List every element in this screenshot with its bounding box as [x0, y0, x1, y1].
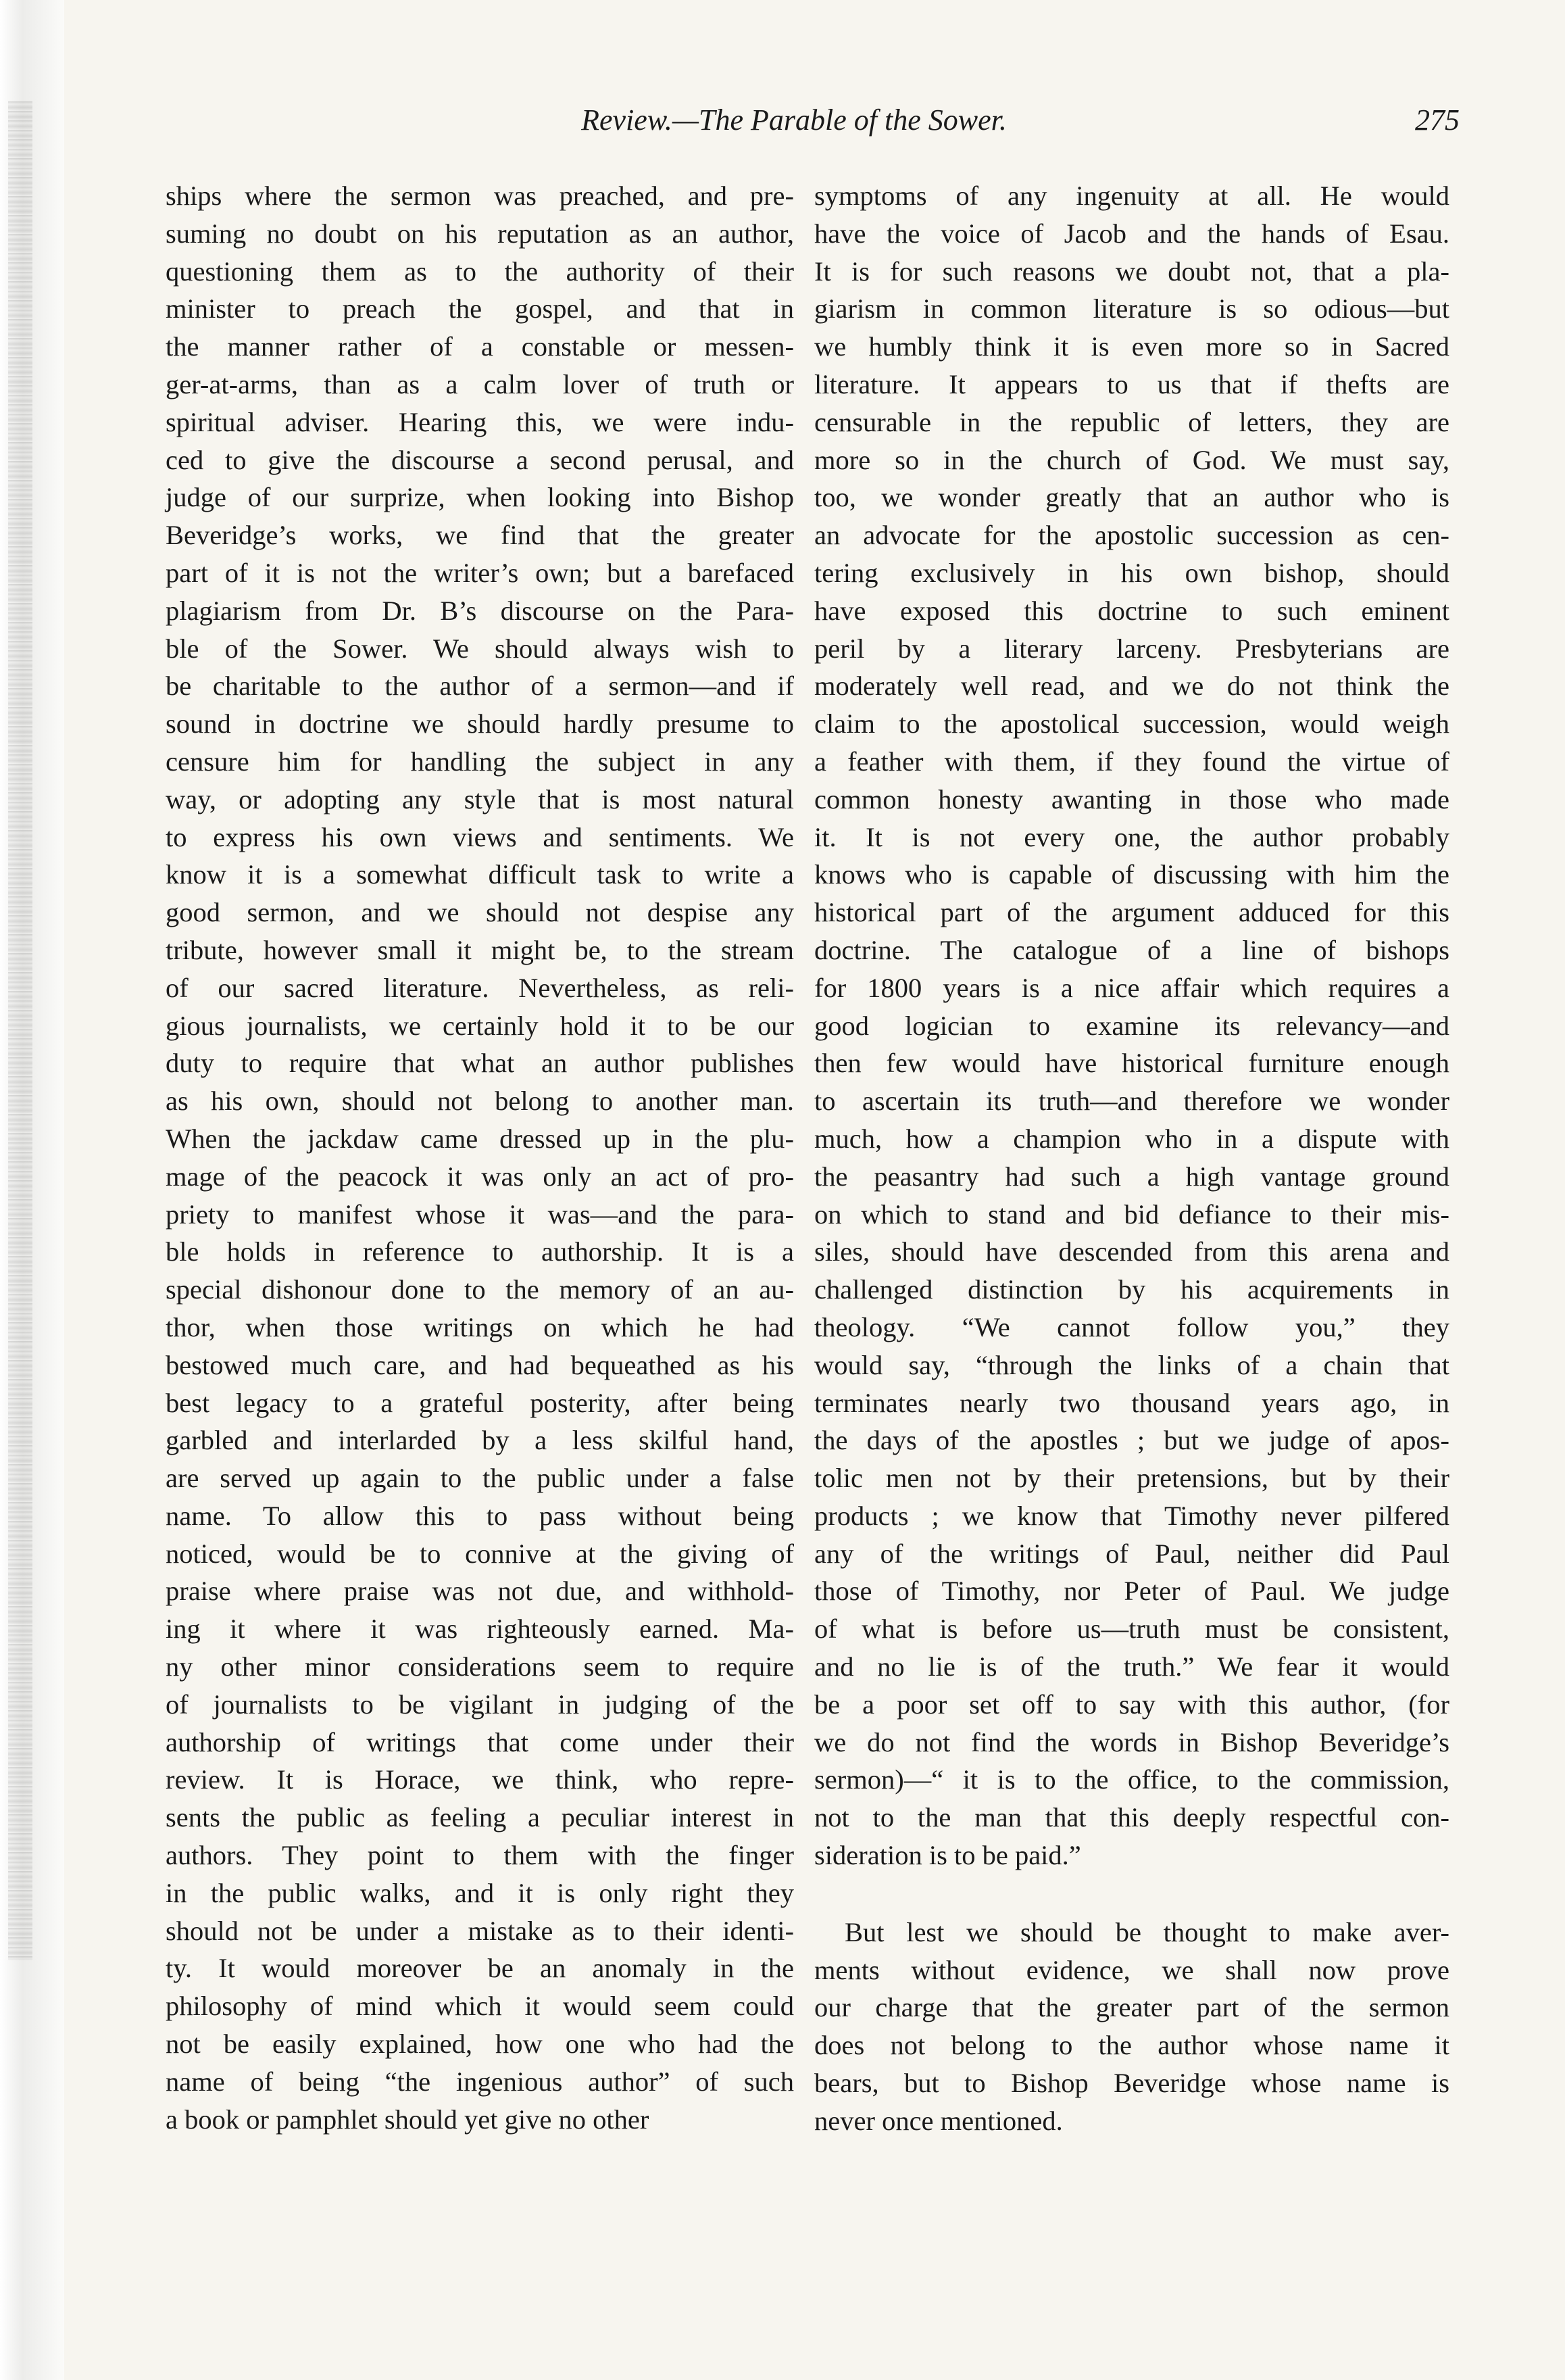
- text-line: minister to preach the gospel, and that in: [166, 293, 794, 324]
- text-line: terminates nearly two thousand years ago, in: [814, 1387, 1449, 1418]
- text-line: the days of the apostles ; but we judge of apos-: [814, 1425, 1449, 1456]
- text-line: gious journalists, we certainly hold it to be our: [166, 1010, 794, 1041]
- text-line: garbled and interlarded by a less skilful hand,: [166, 1425, 794, 1456]
- page-gutter-binding: [0, 0, 64, 2380]
- text-line: to ascertain its truth—and therefore we wonder: [814, 1086, 1449, 1117]
- text-line: way, or adopting any style that is most natural: [166, 783, 794, 815]
- text-line: to express his own views and sentiments. We: [166, 821, 794, 852]
- text-line: name. To allow this to pass without being: [166, 1500, 794, 1531]
- text-line: ny other minor considerations seem to require: [166, 1651, 794, 1682]
- text-line: authors. They point to them with the finger: [166, 1840, 794, 1871]
- text-line: duty to require that what an author publishes: [166, 1048, 794, 1079]
- text-line: mage of the peacock it was only an act of pro-: [166, 1161, 794, 1192]
- text-line: then few would have historical furniture enough: [814, 1048, 1449, 1079]
- text-line: plagiarism from Dr. B’s discourse on the Para-: [166, 595, 794, 626]
- text-line: name of being “the ingenious author” of such: [166, 2066, 794, 2097]
- text-line: does not belong to the author whose name it: [814, 2030, 1449, 2061]
- text-line: a book or pamphlet should yet give no other: [166, 2104, 649, 2135]
- text-line: part of it is not the writer’s own; but a barefaced: [166, 557, 794, 588]
- text-line: claim to the apostolical succession, would weigh: [814, 708, 1449, 739]
- text-line: special dishonour done to the memory of an au-: [166, 1274, 794, 1305]
- text-line: any of the writings of Paul, neither did Paul: [814, 1538, 1449, 1569]
- text-line: siles, should have descended from this arena and: [814, 1236, 1449, 1267]
- text-line: the peasantry had such a high vantage ground: [814, 1161, 1449, 1192]
- text-line: too, we wonder greatly that an author who is: [814, 482, 1449, 513]
- text-line: ced to give the discourse a second perusal, and: [166, 444, 794, 475]
- text-line: good sermon, and we should not despise any: [166, 897, 794, 928]
- text-line: in the public walks, and it is only right they: [166, 1877, 794, 1908]
- text-line: we do not find the words in Bishop Beveridge’s: [814, 1726, 1449, 1757]
- text-line: censurable in the republic of letters, they are: [814, 406, 1449, 437]
- text-line: review. It is Horace, we think, who repre-: [166, 1764, 794, 1795]
- text-line: doctrine. The catalogue of a line of bishops: [814, 934, 1449, 965]
- text-line: sents the public as feeling a peculiar interest in: [166, 1802, 794, 1833]
- text-line: ger-at-arms, than as a calm lover of truth or: [166, 368, 794, 399]
- text-line: know it is a somewhat difficult task to write a: [166, 859, 794, 890]
- text-line: symptoms of any ingenuity at all. He would: [814, 180, 1449, 211]
- text-line: more so in the church of God. We must say,: [814, 444, 1449, 475]
- text-line: But lest we should be thought to make aver-: [845, 1916, 1449, 1947]
- text-line: for 1800 years is a nice affair which requires a: [814, 972, 1449, 1003]
- text-line: bestowed much care, and had bequeathed as his: [166, 1349, 794, 1380]
- paragraph-gap: [814, 1874, 1449, 1914]
- running-title: Review.—The Parable of the Sower.: [581, 103, 1007, 137]
- text-line: it. It is not every one, the author probably: [814, 821, 1449, 852]
- text-line: of journalists to be vigilant in judging of the: [166, 1689, 794, 1720]
- text-line: When the jackdaw came dressed up in the plu-: [166, 1123, 794, 1154]
- text-line: peril by a literary larceny. Presbyterians are: [814, 633, 1449, 664]
- text-line: judge of our surprize, when looking into Bishop: [166, 482, 794, 513]
- text-line: on which to stand and bid defiance to their mis-: [814, 1198, 1449, 1230]
- text-line: products ; we know that Timothy never pilfered: [814, 1500, 1449, 1531]
- text-line: authorship of writings that come under their: [166, 1726, 794, 1757]
- text-line: knows who is capable of discussing with him the: [814, 859, 1449, 890]
- page-number: 275: [1415, 103, 1460, 137]
- text-line: much, how a champion who in a dispute with: [814, 1123, 1449, 1154]
- text-line: the manner rather of a constable or messen-: [166, 331, 794, 362]
- text-line: never once mentioned.: [814, 2105, 1063, 2136]
- text-line: ble of the Sower. We should always wish to: [166, 633, 794, 664]
- text-line: questioning them as to the authority of their: [166, 256, 794, 287]
- text-line: have exposed this doctrine to such eminent: [814, 595, 1449, 626]
- text-line: best legacy to a grateful posterity, after being: [166, 1387, 794, 1418]
- text-line: noticed, would be to connive at the giving of: [166, 1538, 794, 1569]
- text-line: our charge that the greater part of the sermon: [814, 1992, 1449, 2023]
- text-line: of our sacred literature. Nevertheless, as reli-: [166, 972, 794, 1003]
- text-line: ing it where it was righteously earned. Ma-: [166, 1613, 794, 1645]
- text-line: we humbly think it is even more so in Sacred: [814, 331, 1449, 362]
- text-line: sound in doctrine we should hardly presume to: [166, 708, 794, 739]
- text-line: ments without evidence, we shall now prove: [814, 1954, 1449, 1985]
- text-line: common honesty awanting in those who made: [814, 783, 1449, 815]
- right-column: [814, 177, 1449, 2140]
- text-line: sideration is to be paid.”: [814, 1840, 1081, 1871]
- text-line: theology. “We cannot follow you,” they: [814, 1311, 1449, 1342]
- text-line: moderately well read, and we do not think the: [814, 671, 1449, 702]
- text-line: censure him for handling the subject in any: [166, 746, 794, 777]
- text-line: not be easily explained, how one who had the: [166, 2029, 794, 2060]
- text-line: priety to manifest whose it was—and the para-: [166, 1198, 794, 1230]
- text-line: literature. It appears to us that if thefts are: [814, 368, 1449, 399]
- text-line: be a poor set off to say with this author, (for: [814, 1689, 1449, 1720]
- text-line: ty. It would moreover be an anomaly in the: [166, 1953, 794, 1984]
- text-line: thor, when those writings on which he had: [166, 1311, 794, 1342]
- text-line: have the voice of Jacob and the hands of Esau.: [814, 218, 1449, 249]
- text-line: spiritual adviser. Hearing this, we were indu-: [166, 406, 794, 437]
- text-line: be charitable to the author of a sermon—and if: [166, 671, 794, 702]
- left-column: [166, 177, 794, 2138]
- text-line: of what is before us—truth must be consistent,: [814, 1613, 1449, 1645]
- text-line: and no lie is of the truth.” We fear it would: [814, 1651, 1449, 1682]
- text-line: praise where praise was not due, and withhold-: [166, 1576, 794, 1607]
- text-line: good logician to examine its relevancy—and: [814, 1010, 1449, 1041]
- text-line: challenged distinction by his acquirements in: [814, 1274, 1449, 1305]
- text-line: ble holds in reference to authorship. It is a: [166, 1236, 794, 1267]
- text-line: historical part of the argument adduced for this: [814, 897, 1449, 928]
- text-line: tribute, however small it might be, to the stream: [166, 934, 794, 965]
- text-line: would say, “through the links of a chain that: [814, 1349, 1449, 1380]
- text-line: philosophy of mind which it would seem could: [166, 1991, 794, 2022]
- text-line: sermon)—“ it is to the office, to the commission,: [814, 1764, 1449, 1795]
- text-line: ships where the sermon was preached, and pre-: [166, 180, 794, 211]
- text-line: suming no doubt on his reputation as an author,: [166, 218, 794, 249]
- text-line: as his own, should not belong to another man.: [166, 1086, 794, 1117]
- text-line: It is for such reasons we doubt not, that a pla-: [814, 256, 1449, 287]
- text-line: an advocate for the apostolic succession as cen-: [814, 520, 1449, 551]
- text-line: giarism in common literature is so odious—but: [814, 293, 1449, 324]
- text-line: should not be under a mistake as to their identi-: [166, 1915, 794, 1946]
- text-line: are served up again to the public under a false: [166, 1463, 794, 1494]
- text-line: a feather with them, if they found the virtue of: [814, 746, 1449, 777]
- text-line: tering exclusively in his own bishop, should: [814, 557, 1449, 588]
- text-line: tolic men not by their pretensions, but by their: [814, 1463, 1449, 1494]
- text-line: Beveridge’s works, we find that the greater: [166, 520, 794, 551]
- text-line: bears, but to Bishop Beveridge whose name is: [814, 2068, 1449, 2099]
- text-line: not to the man that this deeply respectful con-: [814, 1802, 1449, 1833]
- text-line: those of Timothy, nor Peter of Paul. We judge: [814, 1576, 1449, 1607]
